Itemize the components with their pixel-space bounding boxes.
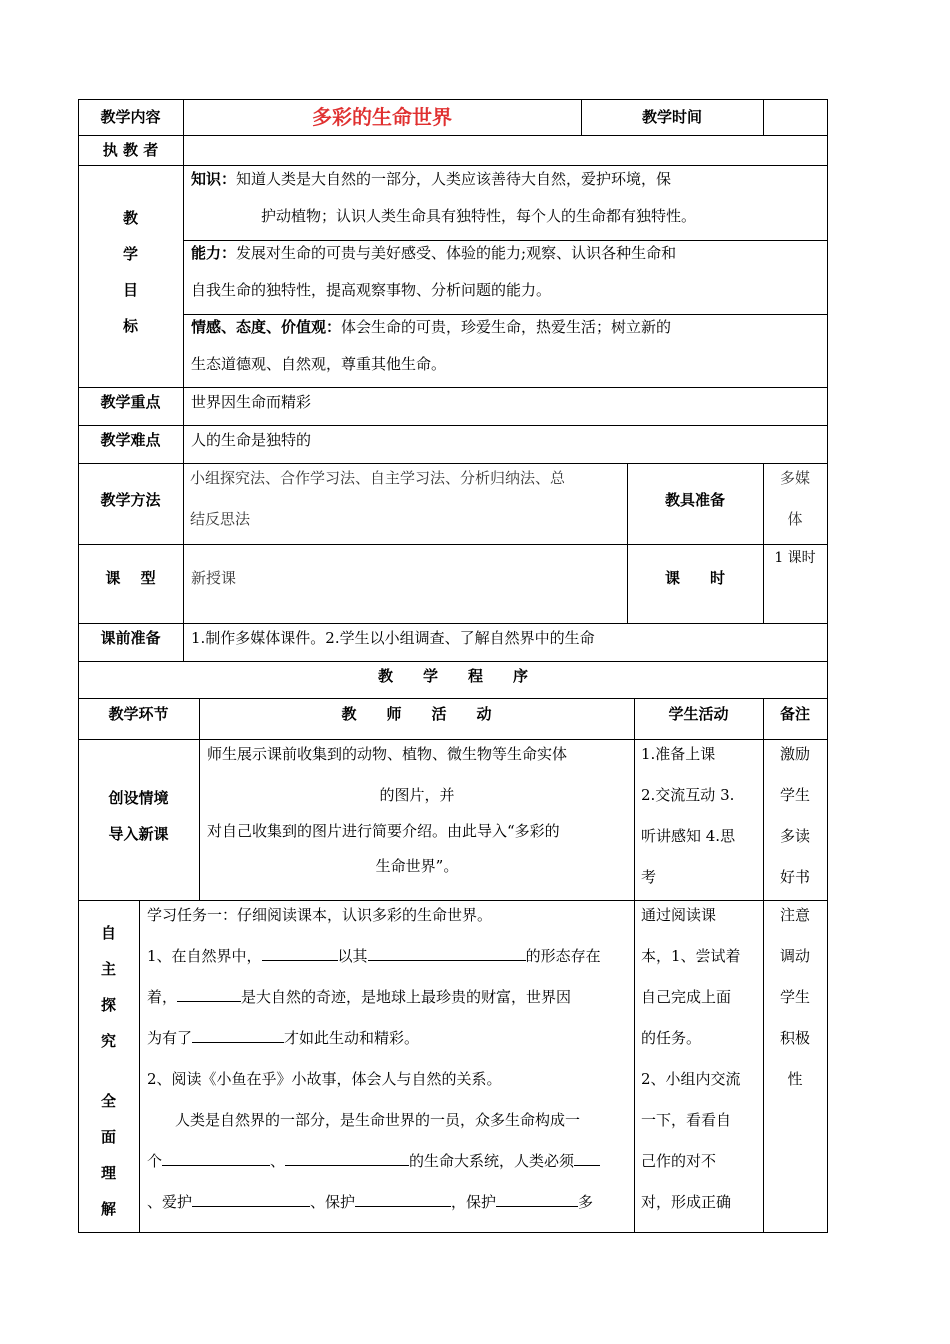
row1-note: 激励 学生 多读 好书 — [779, 745, 810, 886]
question-2-line2: 个 、 的生命大系统，人类必须 — [147, 1141, 632, 1182]
question-2: 2、阅读《小鱼在乎》小故事，体会人与自然的关系。 — [147, 1070, 502, 1088]
col-teacher-header: 教 师 活 动 — [341, 705, 492, 723]
lesson-type-value: 新授课 — [191, 569, 237, 587]
key-point-value: 世界因生命而精彩 — [191, 393, 312, 411]
row1-teacher-activity: 师生展示课前收集到的动物、植物、微生物等生命实体 的图片，并 对自己收集到的图片进行简要介绍。由此导入“多彩的 生命世界”。 — [207, 745, 568, 875]
ability-objective: 能力：发展对生命的可贵与美好感受、体验的能力;观察、认识各种生命和 自我生命的独特性，提高观察事物、分析问题的能力。 — [191, 244, 677, 299]
preparation-label: 课前准备 — [100, 629, 161, 647]
time-label: 教学时间 — [641, 108, 702, 126]
knowledge-objective: 知识：知道人类是大自然的一部分，人类应该善待大自然，爱护环境，保 护动植物；认识人类生命具有独特性，每个人的生命都有独特性。 — [191, 170, 697, 225]
col-stage-header: 教学环节 — [108, 705, 169, 723]
row2-student-activity: 通过阅读课 本，1、尝试着 自己完成上面 的任务。 2、小组内交流 一下，看看自 己作的对不 对，形成正确 — [641, 906, 741, 1211]
key-point-label: 教学重点 — [100, 393, 161, 411]
difficulty-value: 人的生命是独特的 — [191, 431, 312, 449]
row1-student-activity: 1.准备上课 2.交流互动 3. 听讲感知 4.思 考 — [641, 745, 736, 886]
row2-note: 注意 调动 学生 积极 性 — [779, 906, 810, 1088]
question-1-line3: 为有了 才如此生动和精彩。 — [147, 1029, 420, 1047]
lesson-title: 多彩的生命世界 — [312, 105, 452, 129]
col-note-header: 备注 — [779, 705, 810, 723]
question-2-line3: 、爱护 、保护 ，保护 多 — [147, 1193, 594, 1211]
row1-stage: 创设情境 导入新课 — [108, 789, 169, 843]
row2-stage-bottom: 全 面 理 解 — [100, 1092, 116, 1218]
col-student-header: 学生活动 — [668, 705, 729, 723]
row2-stage-top: 自 主 探 究 — [100, 924, 116, 1050]
row2-teacher-activity — [147, 895, 632, 1223]
tools-label: 教具准备 — [664, 491, 725, 509]
question-1-line1: 1、在自然界中， 以其 的形态存在 — [147, 947, 601, 965]
task1-heading: 学习任务一：仔细阅读课本，认识多彩的生命世界。 — [147, 906, 493, 924]
content-label: 教学内容 — [100, 108, 161, 126]
tools-value: 多媒 体 — [779, 469, 810, 528]
difficulty-label: 教学难点 — [100, 431, 161, 449]
preparation-value: 1.制作多媒体课件。2.学生以小组调查、了解自然界中的生命 — [191, 629, 595, 647]
teacher-label: 执 教 者 — [102, 141, 159, 159]
question-1-line2: 着， 是大自然的奇迹，是地球上最珍贵的财富，世界因 — [147, 988, 572, 1006]
method-label: 教学方法 — [100, 491, 161, 509]
method-value: 小组探究法、合作学习法、自主学习法、分析归纳法、总 结反思法 — [190, 469, 566, 528]
time-value — [763, 99, 827, 136]
procedure-heading: 教 学 程 序 — [377, 667, 528, 685]
lesson-type-label: 课 型 — [105, 569, 156, 587]
hours-label: 课 时 — [664, 569, 725, 587]
emotion-objective: 情感、态度、价值观：体会生命的可贵，珍爱生命，热爱生活；树立新的 生态道德观、自然观，尊重其他生命。 — [191, 318, 672, 373]
hours-value: 1 课时 — [774, 550, 816, 566]
question-2-line1: 人类是自然界的一部分，是生命世界的一员，众多生命构成一 — [175, 1111, 581, 1129]
objectives-label: 教 学 目 标 — [122, 209, 138, 335]
